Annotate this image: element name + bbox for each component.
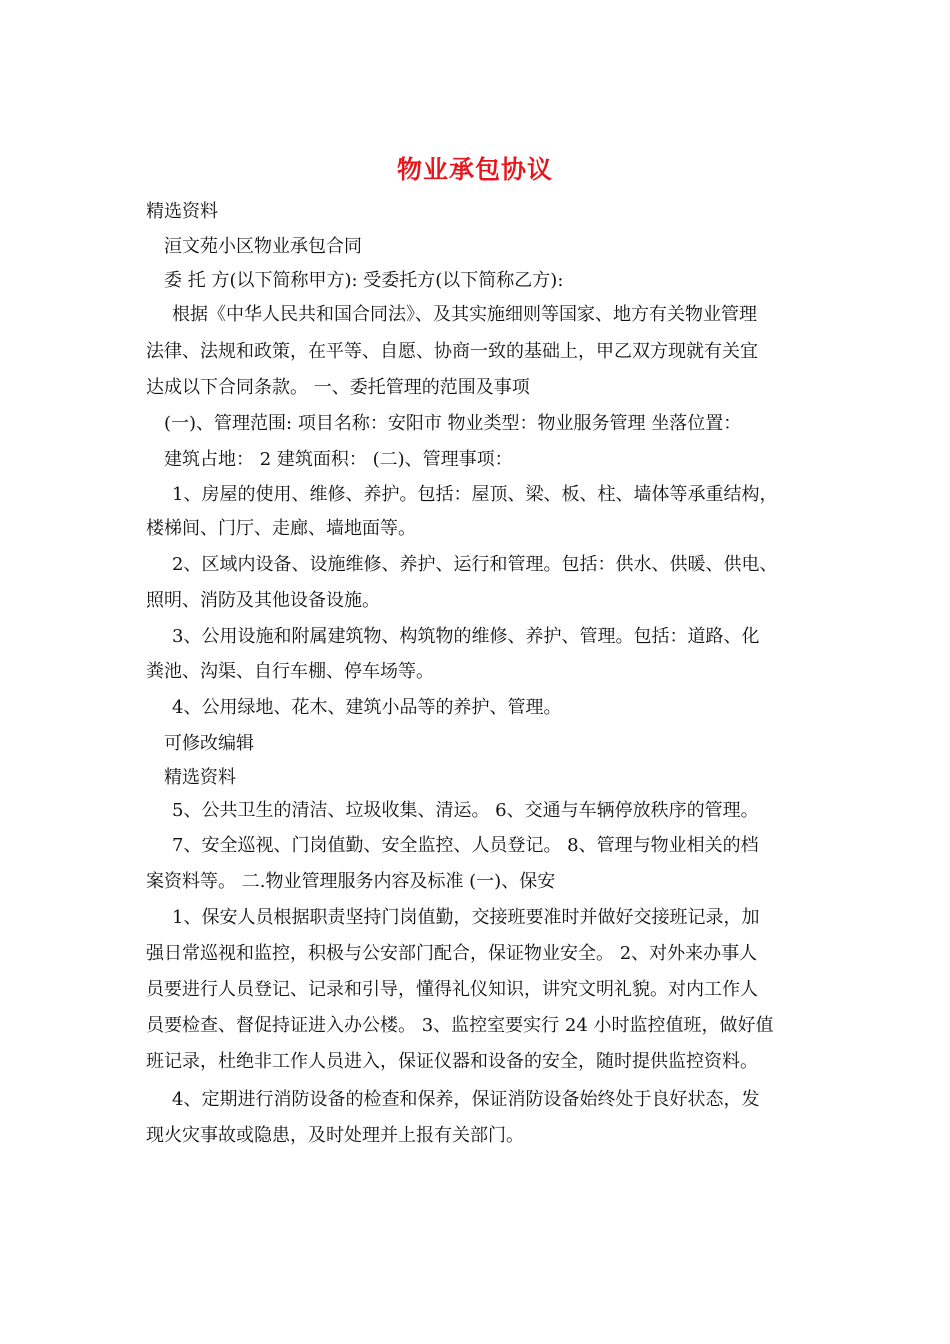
text-line: 根据《中华人民共和国合同法》、及其实施细则等国家、地方有关物业管理 — [172, 304, 757, 325]
text-line: 洹文苑小区物业承包合同 — [164, 236, 362, 257]
text-line: 强日常巡视和监控，积极与公安部门配合，保证物业安全。 2、对外来办事人 — [146, 943, 758, 964]
text-line: 案资料等。 二.物业管理服务内容及标准 (一)、保安 — [146, 871, 556, 892]
text-line: 4、公用绿地、花木、建筑小品等的养护、管理。 — [172, 697, 562, 718]
text-line: 现火灾事故或隐患，及时处理并上报有关部门。 — [146, 1125, 524, 1146]
text-line: 3、公用设施和附属建筑物、构筑物的维修、养护、管理。包括：道路、化 — [172, 626, 760, 647]
text-line: 法律、法规和政策，在平等、自愿、协商一致的基础上，甲乙双方现就有关宜 — [146, 341, 758, 362]
text-line: 粪池、沟渠、自行车棚、停车场等。 — [146, 661, 434, 682]
text-line: 员要检查、督促持证进入办公楼。 3、监控室要实行 24 小时监控值班，做好值 — [146, 1015, 774, 1036]
text-line: 2、区域内设备、设施维修、养护、运行和管理。包括：供水、供暖、供电、 — [172, 554, 778, 575]
text-line: 员要进行人员登记、记录和引导，懂得礼仪知识，讲究文明礼貌。对内工作人 — [146, 979, 758, 1000]
text-line: 1、保安人员根据职责坚持门岗值勤，交接班要准时并做好交接班记录，加 — [172, 907, 760, 928]
text-line: 4、定期进行消防设备的检查和保养，保证消防设备始终处于良好状态，发 — [172, 1089, 760, 1110]
text-line: 班记录，杜绝非工作人员进入，保证仪器和设备的安全，随时提供监控资料。 — [146, 1051, 758, 1072]
text-line: 精选资料 — [146, 201, 218, 222]
text-line: 5、公共卫生的清洁、垃圾收集、清运。 6、交通与车辆停放秩序的管理。 — [172, 800, 759, 821]
document-title: 物业承包协议 — [396, 155, 553, 184]
text-line: 照明、消防及其他设备设施。 — [146, 590, 380, 611]
text-line: 精选资料 — [164, 767, 236, 788]
text-line: 委 托 方(以下简称甲方): 受委托方(以下简称乙方): — [164, 270, 564, 291]
text-line: 可修改编辑 — [164, 733, 254, 754]
text-line: 达成以下合同条款。 一、委托管理的范围及事项 — [146, 377, 530, 398]
text-line: 7、安全巡视、门岗值勤、安全监控、人员登记。 8、管理与物业相关的档 — [172, 835, 759, 856]
text-line: 建筑占地： 2 建筑面积： (二)、管理事项： — [164, 449, 513, 470]
text-line: (一)、管理范围: 项目名称：安阳市 物业类型：物业服务管理 坐落位置： — [164, 413, 742, 434]
text-line: 楼梯间、门厅、走廊、墙地面等。 — [146, 518, 416, 539]
text-line: 1、房屋的使用、维修、养护。包括：屋顶、梁、板、柱、墙体等承重结构， — [172, 484, 778, 505]
